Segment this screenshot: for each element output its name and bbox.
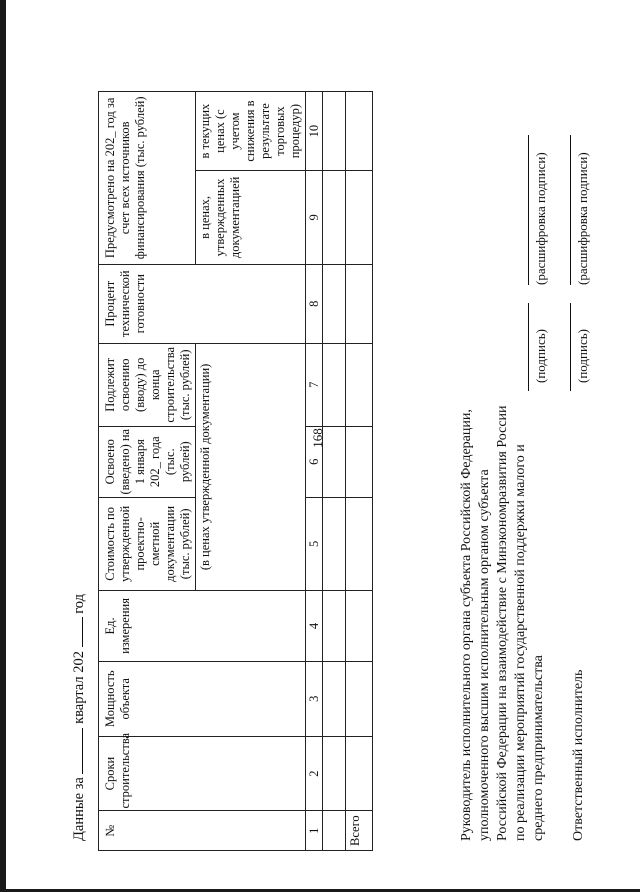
header-number: № xyxy=(99,811,306,851)
column-number: 3 xyxy=(306,661,323,736)
table-cell[interactable] xyxy=(346,591,373,662)
column-number: 9 xyxy=(306,171,323,265)
table-cell[interactable] xyxy=(346,426,373,497)
signature-line[interactable] xyxy=(528,303,529,391)
header-remaining: Подлежит освоению (вводу) до конца строительства (тыс. рублей) xyxy=(99,343,196,426)
table-cell[interactable] xyxy=(323,591,346,662)
scan-edge-left xyxy=(0,0,6,892)
subheader-approved-prices: в ценах, утвержденных документацией xyxy=(196,171,306,265)
header-construction-period: Сроки строительства xyxy=(99,736,306,811)
executor-signature-caption: (подпись) xyxy=(575,329,590,383)
column-number: 8 xyxy=(306,264,323,343)
executor-decoding-line[interactable] xyxy=(570,135,571,285)
head-official-text: Руководитель исполнительного органа субъекта Российской Федерации, уполномоченного высшим исполнительным органом субъекта Российской Федерации на взаимодействие с Минэкономразвития России по реализации мероприятий государственной поддержки малого и среднего предпринимательства xyxy=(459,405,546,841)
executor-decoding-caption: (расшифровка подписи) xyxy=(575,152,590,285)
table-cell[interactable] xyxy=(323,736,346,811)
table-cell[interactable] xyxy=(346,736,373,811)
table-cell[interactable] xyxy=(346,92,373,171)
table-cell[interactable] xyxy=(323,661,346,736)
header-unit: Ед. измерения xyxy=(99,591,306,662)
table-cell[interactable] xyxy=(346,171,373,265)
subheader-current-prices: в текущих ценах (с учетом снижения в результате торговых процедур) xyxy=(196,92,306,171)
signature-caption: (подпись) xyxy=(533,329,548,383)
table-cell[interactable] xyxy=(346,264,373,343)
page-number: 168 xyxy=(310,428,325,448)
table-cell[interactable] xyxy=(323,171,346,265)
heading-middle: квартал 202 xyxy=(71,651,87,724)
header-cost: Стоимость по утвержденной проектно-сметной документации (тыс. рублей) xyxy=(99,497,196,591)
table-cell[interactable] xyxy=(346,661,373,736)
header-planned: Предусмотрено на 202_ год за счет всех источников финансирования (тыс. рублей) xyxy=(99,92,196,265)
table-row xyxy=(323,92,346,851)
table-cell[interactable] xyxy=(323,264,346,343)
report-heading xyxy=(68,594,88,841)
decoding-caption: (расшифровка подписи) xyxy=(533,152,548,285)
column-number: 10 xyxy=(306,92,323,171)
table-cell[interactable] xyxy=(346,497,373,591)
table-cell[interactable] xyxy=(323,497,346,591)
table-cell[interactable] xyxy=(323,811,346,851)
quarter-blank xyxy=(68,728,83,774)
total-label: Всего xyxy=(346,811,373,851)
header-readiness: Процент технической готовности xyxy=(99,264,306,343)
total-row xyxy=(346,92,373,851)
column-number: 6 xyxy=(306,426,323,497)
executor-signature-line[interactable] xyxy=(570,303,571,391)
construction-table xyxy=(98,91,373,851)
table-cell[interactable] xyxy=(323,343,346,426)
header-capacity: Мощность объекта xyxy=(99,661,306,736)
subheader-prices-note: (в ценах утвержденной документации) xyxy=(196,343,306,590)
column-number: 5 xyxy=(306,497,323,591)
decoding-line[interactable] xyxy=(528,135,529,285)
table-cell[interactable] xyxy=(323,92,346,171)
column-number: 1 xyxy=(306,811,323,851)
header-mastered: Освоено (введено) на 1 января 202_ года (тыс. рублей) xyxy=(99,426,196,497)
column-number: 7 xyxy=(306,343,323,426)
column-number: 4 xyxy=(306,591,323,662)
heading-suffix: год xyxy=(71,593,87,614)
year-blank xyxy=(68,617,83,647)
column-number: 2 xyxy=(306,736,323,811)
heading-prefix: Данные за xyxy=(71,777,87,841)
table-cell[interactable] xyxy=(323,426,346,497)
table-cell[interactable] xyxy=(346,343,373,426)
rotated-page-content xyxy=(40,41,600,851)
executor-label: Ответственный исполнитель xyxy=(571,669,586,841)
